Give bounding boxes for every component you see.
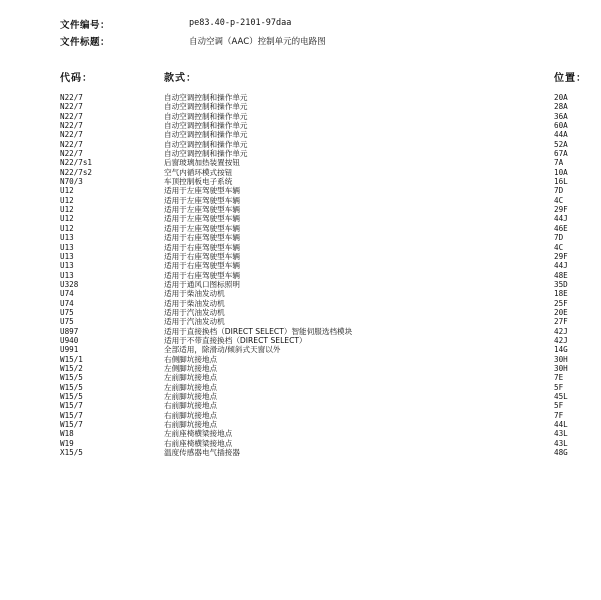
table-row: [0, 280, 601, 289]
table-row: [0, 214, 601, 223]
table-row: [0, 130, 601, 139]
code-cell: U75: [60, 317, 74, 327]
position-cell: 7D: [554, 186, 564, 196]
style-cell: 适用于通风口图标照明: [164, 279, 240, 289]
position-cell: 7F: [554, 410, 564, 420]
code-cell: W15/5: [60, 392, 83, 401]
style-cell: 左前脚坑接地点: [164, 392, 218, 401]
table-row: [0, 420, 601, 429]
code-cell: W15/1: [60, 354, 83, 364]
table-row: [0, 439, 601, 448]
position-cell: 16L: [554, 177, 568, 187]
position-cell: 52A: [554, 139, 568, 149]
style-cell: 右侧脚坑接地点: [164, 354, 218, 364]
table-row: [0, 271, 601, 280]
style-cell: 适用于汽油发动机: [164, 307, 225, 317]
style-cell: 后窗玻璃加热装置按钮: [164, 158, 240, 168]
doc-title-label: 文件标题：: [60, 37, 111, 48]
position-cell: 67A: [554, 149, 568, 159]
doc-number-value: pe83.40-p-2101-97daa: [189, 18, 292, 28]
style-cell: 适用于右座驾驶型车辆: [164, 251, 240, 261]
table-row: [0, 392, 601, 401]
style-cell: 全部适用，除滑动/倾斜式天窗以外: [164, 345, 281, 355]
style-cell: 温度传感器电气插接器: [164, 448, 240, 458]
style-cell: 左前座椅横梁接地点: [164, 429, 233, 439]
position-cell: 4C: [554, 195, 564, 205]
style-cell: 适用于右座驾驶型车辆: [164, 233, 240, 243]
table-row: [0, 373, 601, 382]
code-cell: W15/7: [60, 420, 83, 430]
code-cell: U897: [60, 326, 79, 336]
style-cell: 适用于右座驾驶型车辆: [164, 270, 240, 280]
position-cell: 30H: [554, 363, 568, 373]
position-cell: 44A: [554, 130, 568, 140]
style-cell: 适用于右座驾驶型车辆: [164, 242, 240, 252]
code-cell: U74: [60, 298, 74, 308]
style-cell: 适用于柴油发动机: [164, 289, 225, 299]
code-cell: W15/5: [60, 382, 83, 392]
position-cell: 35D: [554, 279, 568, 289]
style-cell: 自动空调控制和操作单元: [164, 102, 248, 112]
style-cell: 右前座椅横梁接地点: [164, 438, 233, 448]
component-table: [0, 93, 601, 457]
style-cell: 自动空调控制和操作单元: [164, 139, 248, 149]
style-cell: 自动空调控制和操作单元: [164, 93, 248, 102]
table-row: [0, 308, 601, 317]
position-cell: 7A: [554, 158, 564, 168]
position-cell: 60A: [554, 121, 568, 131]
table-row: [0, 168, 601, 177]
position-cell: 29F: [554, 251, 568, 261]
code-cell: U13: [60, 233, 74, 243]
style-cell: 自动空调控制和操作单元: [164, 149, 248, 159]
table-row: [0, 317, 601, 326]
position-cell: 18E: [554, 289, 568, 299]
table-row: [0, 112, 601, 121]
table-row: [0, 224, 601, 233]
code-cell: U12: [60, 223, 74, 233]
code-cell: X15/5: [60, 448, 83, 458]
style-cell: 右前脚坑接地点: [164, 420, 218, 430]
code-cell: W15/7: [60, 401, 83, 411]
style-cell: 适用于直接换档（DIRECT SELECT）智能伺服选档模块: [164, 326, 353, 336]
code-cell: U328: [60, 279, 79, 289]
code-cell: U940: [60, 335, 79, 345]
style-cell: 车顶控制板电子系统: [164, 177, 233, 187]
table-row: [0, 289, 601, 298]
position-cell: 48G: [554, 448, 568, 458]
position-cell: 25F: [554, 298, 568, 308]
position-cell: 44L: [554, 420, 568, 430]
table-row: [0, 205, 601, 214]
position-cell: 5F: [554, 382, 564, 392]
code-cell: N22/7: [60, 149, 83, 159]
position-cell: 14G: [554, 345, 568, 355]
position-cell: 48E: [554, 270, 568, 280]
style-cell: 适用于右座驾驶型车辆: [164, 261, 240, 271]
position-cell: 45L: [554, 392, 568, 401]
table-row: [0, 243, 601, 252]
code-cell: N22/7: [60, 102, 83, 112]
code-cell: N22/7: [60, 130, 83, 140]
code-cell: U74: [60, 289, 74, 299]
table-row: [0, 336, 601, 345]
style-cell: 自动空调控制和操作单元: [164, 121, 248, 131]
code-cell: W19: [60, 438, 74, 448]
code-cell: U12: [60, 214, 74, 224]
position-cell: 10A: [554, 167, 568, 177]
position-cell: 36A: [554, 111, 568, 121]
style-cell: 适用于柴油发动机: [164, 298, 225, 308]
table-row: [0, 233, 601, 242]
table-row: [0, 327, 601, 336]
position-cell: 20A: [554, 93, 568, 102]
table-row: [0, 383, 601, 392]
style-cell: 适用于左座驾驶型车辆: [164, 214, 240, 224]
position-cell: 7E: [554, 373, 564, 383]
position-cell: 7D: [554, 233, 564, 243]
table-row: [0, 345, 601, 354]
style-cell: 自动空调控制和操作单元: [164, 111, 248, 121]
table-row: [0, 196, 601, 205]
style-cell: 左侧脚坑接地点: [164, 363, 218, 373]
position-cell: 44J: [554, 214, 568, 224]
table-row: [0, 261, 601, 270]
code-cell: W18: [60, 429, 74, 439]
table-row: [0, 158, 601, 167]
position-cell: 20E: [554, 307, 568, 317]
style-cell: 适用于汽油发动机: [164, 317, 225, 327]
style-cell: 自动空调控制和操作单元: [164, 130, 248, 140]
doc-title-value: 自动空调（AAC）控制单元的电路图: [189, 37, 326, 47]
style-cell: 适用于左座驾驶型车辆: [164, 205, 240, 215]
table-row: [0, 364, 601, 373]
code-cell: U13: [60, 242, 74, 252]
table-row: [0, 355, 601, 364]
style-cell: 适用于左座驾驶型车辆: [164, 223, 240, 233]
table-row: [0, 121, 601, 130]
code-cell: N70/3: [60, 177, 83, 187]
table-row: [0, 429, 601, 438]
doc-number-label: 文件编号：: [60, 20, 111, 31]
position-cell: 44J: [554, 261, 568, 271]
table-row: [0, 411, 601, 420]
code-cell: W15/7: [60, 410, 83, 420]
table-row: [0, 93, 601, 102]
style-cell: 适用于左座驾驶型车辆: [164, 195, 240, 205]
code-cell: W15/2: [60, 363, 83, 373]
code-cell: N22/7: [60, 121, 83, 131]
column-header-code: 代码：: [60, 73, 93, 84]
position-cell: 5F: [554, 401, 564, 411]
code-cell: U13: [60, 261, 74, 271]
code-cell: N22/7: [60, 93, 83, 102]
position-cell: 27F: [554, 317, 568, 327]
style-cell: 适用于不带直接换档（DIRECT SELECT）: [164, 335, 307, 345]
position-cell: 43L: [554, 429, 568, 439]
code-cell: U991: [60, 345, 79, 355]
position-cell: 30H: [554, 354, 568, 364]
table-row: [0, 252, 601, 261]
table-row: [0, 140, 601, 149]
table-row: [0, 186, 601, 195]
position-cell: 29F: [554, 205, 568, 215]
code-cell: N22/7s1: [60, 158, 93, 168]
table-row: [0, 177, 601, 186]
style-cell: 左前脚坑接地点: [164, 373, 218, 383]
style-cell: 右前脚坑接地点: [164, 410, 218, 420]
code-cell: N22/7s2: [60, 167, 93, 177]
table-row: [0, 299, 601, 308]
table-row: [0, 401, 601, 410]
position-cell: 43L: [554, 438, 568, 448]
style-cell: 右前脚坑接地点: [164, 401, 218, 411]
position-cell: 28A: [554, 102, 568, 112]
table-row: [0, 149, 601, 158]
column-header-position: 位置：: [554, 73, 587, 84]
style-cell: 适用于左座驾驶型车辆: [164, 186, 240, 196]
column-header-style: 款式：: [164, 73, 197, 84]
code-cell: U75: [60, 307, 74, 317]
style-cell: 左前脚坑接地点: [164, 382, 218, 392]
style-cell: 空气内循环模式按钮: [164, 167, 233, 177]
code-cell: U12: [60, 195, 74, 205]
position-cell: 4C: [554, 242, 564, 252]
code-cell: U12: [60, 186, 74, 196]
position-cell: 42J: [554, 335, 568, 345]
code-cell: U13: [60, 251, 74, 261]
table-row: [0, 102, 601, 111]
code-cell: U13: [60, 270, 74, 280]
table-row: [0, 448, 601, 457]
code-cell: N22/7: [60, 139, 83, 149]
code-cell: N22/7: [60, 111, 83, 121]
code-cell: U12: [60, 205, 74, 215]
position-cell: 42J: [554, 326, 568, 336]
position-cell: 46E: [554, 223, 568, 233]
code-cell: W15/5: [60, 373, 83, 383]
